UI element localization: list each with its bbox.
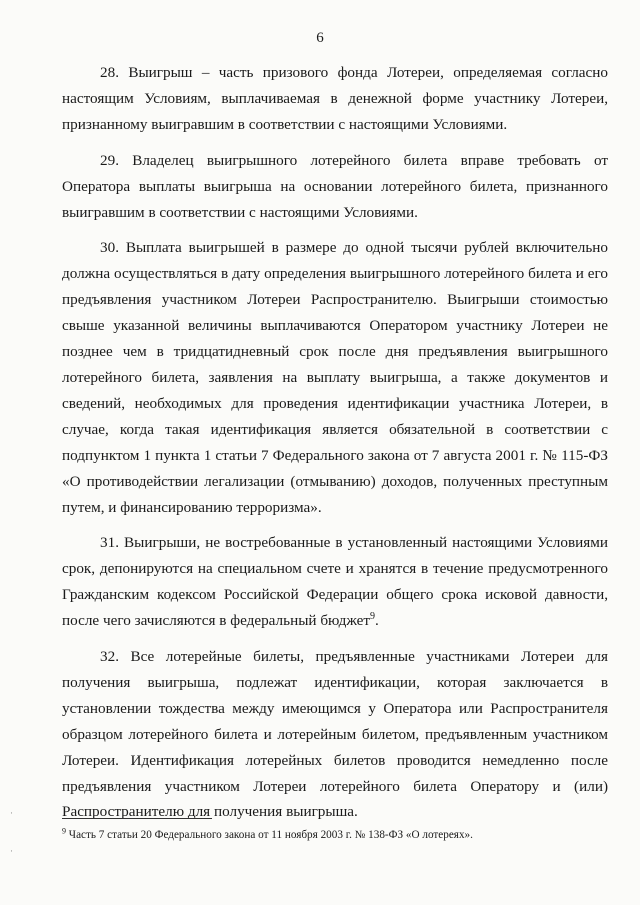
paragraph-31-text: 31. Выигрыши, не востребованные в установленный настоящими Условиями срок, депонируются на специальном счете и хранятся в течение предусмотренного Гражданским кодексом Российской Федерации общего срока исковой давности, после чего зачисляются в федеральный бюджет (62, 534, 608, 630)
paragraph-30: 30. Выплата выигрышей в размере до одной тысячи рублей включительно должна осуществляться в дату определения выигрышного лотерейного билета и его предъявления участником Лотереи Распространителю. Выигрыши стоимостью свыше указанной величины выплачиваются Оператором участнику Лотереи не позднее чем в тридцатидневный срок после дня предъявления выигрышного лотерейного билета, заявления на выплату выигрыша, а также документов и сведений, необходимых для проведения идентификации участника Лотереи, в случае, когда такая идентификация является обязательной в соответствии с подпунктом 1 пункта 1 статьи 7 Федерального закона от 7 августа 2001 г. № 115-ФЗ «О противодействии легализации (отмыванию) доходов, полученных преступным путем, и финансированию терроризма». (62, 239, 608, 516)
footnote (62, 828, 608, 842)
paragraph-28: 28. Выигрыш – часть призового фонда Лотереи, определяемая согласно настоящим Условиям, выплачиваемая в денежной форме участнику Лотереи, признанному выигравшим в соответствии с настоящими Условиями. (62, 64, 608, 133)
paragraph-29: 29. Владелец выигрышного лотерейного билета вправе требовать от Оператора выплаты выигрыша на основании лотерейного билета, признанного выигравшим в соответствии с настоящими Условиями. (62, 151, 608, 221)
scan-edge-mark: · (10, 808, 13, 818)
footnote-text: Часть 7 статьи 20 Федерального закона от 11 ноября 2003 г. № 138-ФЗ «О лотереях». (66, 829, 473, 841)
footnote-separator (62, 818, 212, 819)
footnote-reference[interactable]: 9 (370, 611, 376, 623)
page-number: 6 (316, 30, 324, 46)
footnote-marker: 9 (62, 826, 66, 836)
paragraph-31 (62, 530, 608, 634)
scan-edge-mark: · (10, 846, 13, 856)
paragraph-32: 32. Все лотерейные билеты, предъявленные участниками Лотереи для получения выигрыша, подлежат идентификации, которая заключается в установлении тождества между имеющимся у Оператора или Распространителя образцом лотерейного билета и лотерейным билетом, предъявленным участником Лотереи. Идентификация лотерейных билетов проводится немедленно после предъявления участником Лотереи лотерейного билета Оператору и (или) Распространителю для получения выигрыша. (62, 648, 608, 821)
paragraph-31-tail: . (375, 612, 379, 630)
document-body (62, 60, 608, 835)
